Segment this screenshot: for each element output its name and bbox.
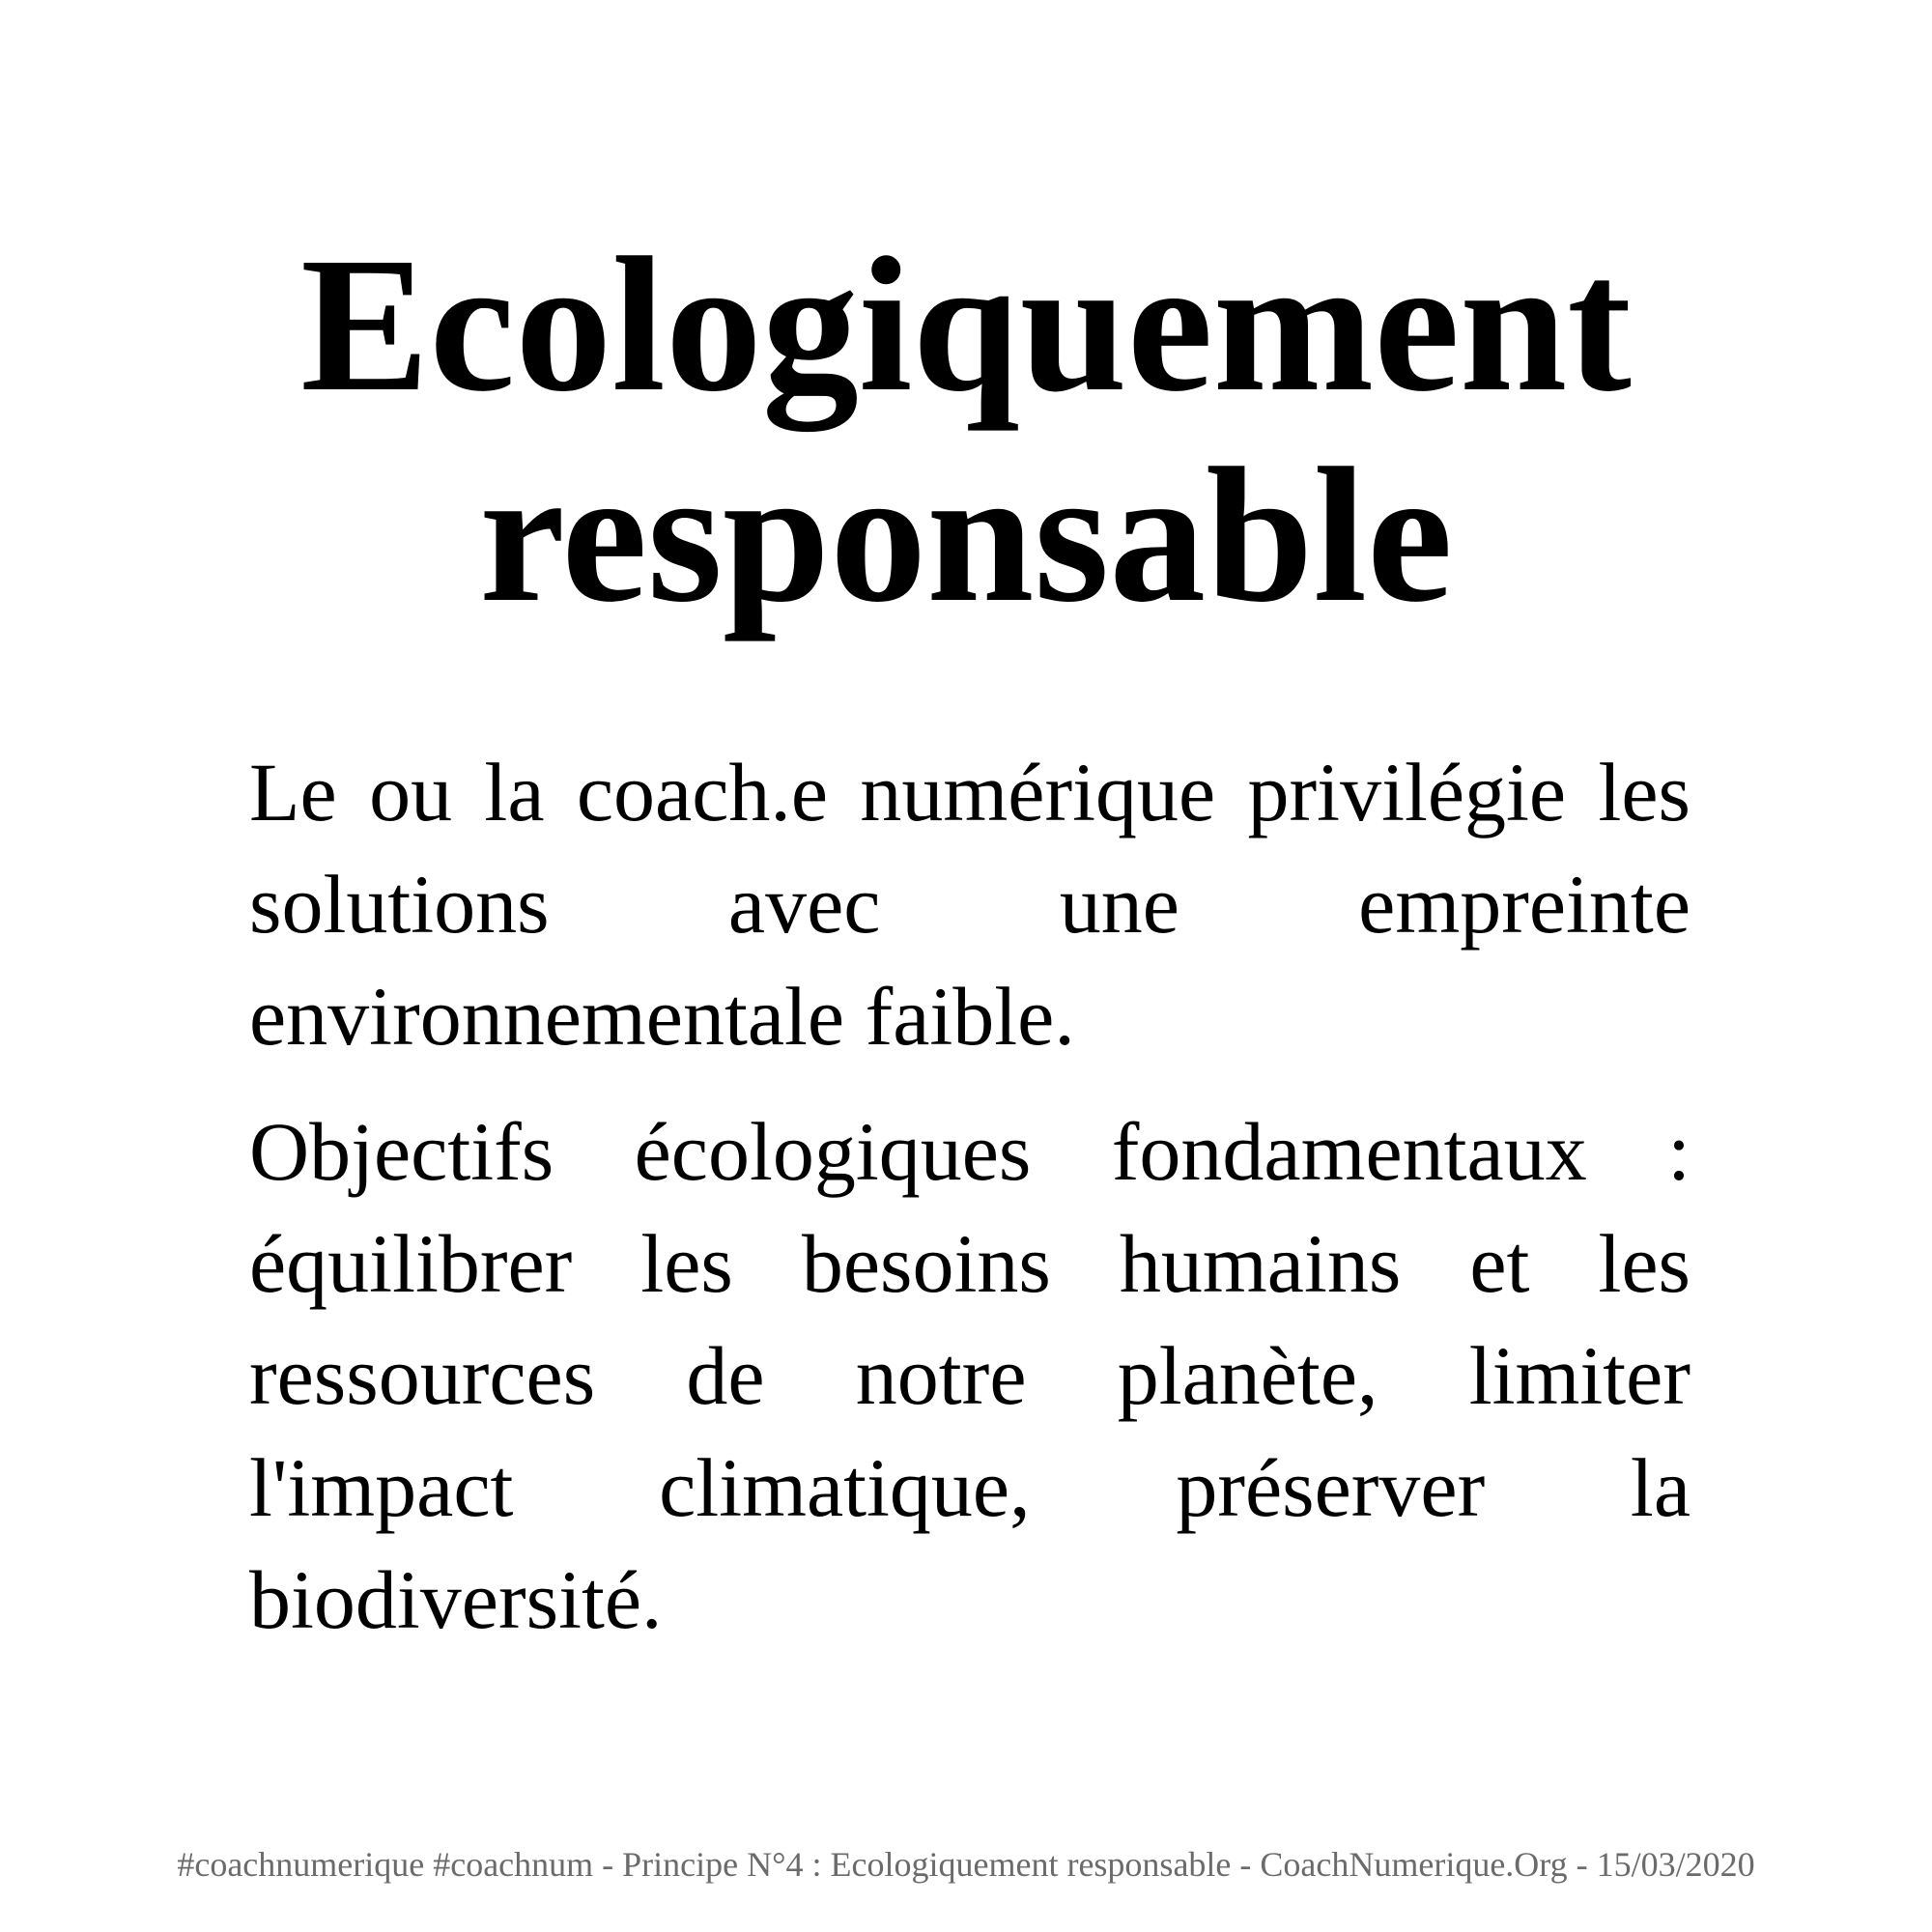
page-title (0, 220, 1932, 641)
page-title-line-1: Ecologiquement (300, 218, 1632, 432)
paragraph-objectives: Objectifs écologiques fondamentaux : équilibrer les besoins humains et les ressources de notre planète, limiter l'impact climatique, préserver la biodiversité. (249, 1105, 1690, 1646)
paragraph-definition: Le ou la coach.e numérique privilégie les solutions avec une empreinte environnementale faible. (249, 746, 1690, 1063)
footer-caption: #coachnumerique #coachnum - Principe N°4 : Ecologiquement responsable - CoachNumerique.Org - 15/03/2020 (177, 1845, 1755, 1884)
body-text (249, 736, 1690, 1656)
page-title-line-2: responsable (479, 429, 1453, 642)
